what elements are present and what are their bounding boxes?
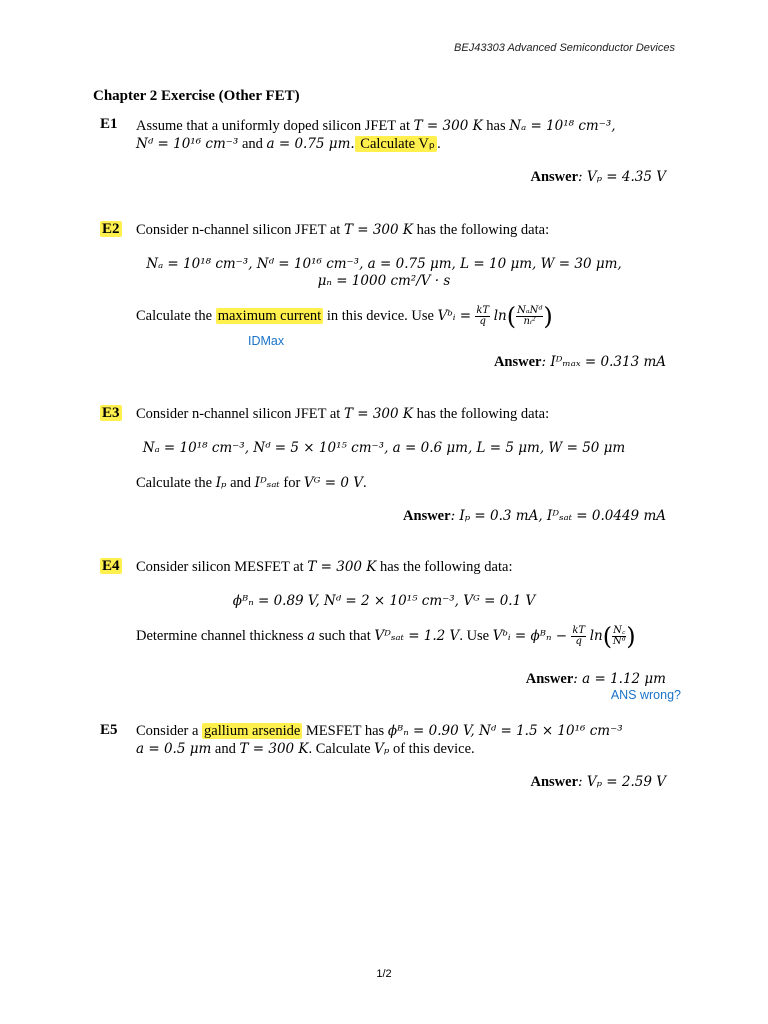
e4-calc-mid: such that <box>315 627 375 644</box>
e5-answer-value: : Vₚ = 2.59 V <box>578 774 666 790</box>
e4-frac-num: kT <box>572 625 586 636</box>
e2-paren-open: ( <box>506 302 517 331</box>
e4-calc-use: . Use <box>459 627 493 644</box>
e4-label-highlight: E4 <box>102 558 120 574</box>
e4-calc <box>136 622 636 651</box>
e4-answer <box>526 671 666 688</box>
e3-data-line1: Nₐ = 10¹⁸ cm⁻³, Nᵈ = 5 × 10¹⁵ cm⁻³, a = 0.6 μm, L = 5 μm, W = 50 μm <box>142 440 626 456</box>
e2-intro-math: T = 300 K <box>343 222 413 238</box>
e2-highlight: maximum current <box>217 307 322 324</box>
e4-answer-label: Answer <box>525 671 574 687</box>
exercise-e5-text <box>136 722 676 758</box>
e5-line2-temp: T = 300 K <box>239 741 309 757</box>
e5-math1: ϕᴮₙ = 0.90 V, Nᵈ = 1.5 × 10¹⁶ cm⁻³ <box>387 723 623 739</box>
e4-frac-kt-q <box>571 626 586 647</box>
exercise-e4-intro <box>136 558 512 576</box>
e1-highlight: Calculate Vₚ <box>356 136 436 152</box>
e1-text1: Assume that a uniformly doped silicon JFET at <box>136 118 414 134</box>
e4-inner-num: N꜀ <box>613 625 626 636</box>
page-number: 1/2 <box>376 968 392 980</box>
e4-calc-pre: Determine channel thickness <box>136 627 308 644</box>
e3-calc-and: and <box>226 475 255 491</box>
e4-vbi: Vᵇᵢ = ϕᴮₙ − <box>492 627 572 644</box>
e3-calc-end: . <box>362 475 367 491</box>
e4-calc-vdsat: Vᴰₛₐₜ = 1.2 V <box>374 627 460 644</box>
e2-calc <box>136 302 553 331</box>
e4-frac-inner <box>612 626 626 647</box>
e3-intro: Consider n-channel silicon JFET at <box>136 406 344 422</box>
e5-answer-label: Answer <box>530 774 579 790</box>
e1-math-na: Nₐ = 10¹⁸ cm⁻³, <box>509 118 616 134</box>
e4-note: ANS wrong? <box>610 688 681 702</box>
e1-text3: and <box>238 136 267 152</box>
e3-calc-idsat: Iᴰₛₐₜ <box>254 475 280 491</box>
e1-answer-value: : Vₚ = 4.35 V <box>578 169 666 185</box>
e2-frac-inner <box>516 306 543 327</box>
exercise-label-e1: E1 <box>100 116 118 132</box>
e1-math-nd: Nᵈ = 10¹⁶ cm⁻³ <box>136 136 239 152</box>
e5-highlight: gallium arsenide <box>204 723 301 739</box>
e3-calc-ip: Iₚ <box>215 475 227 491</box>
e3-label-highlight: E3 <box>102 405 120 421</box>
e2-inner-num: NₐNᵈ <box>517 305 543 316</box>
e3-intro-end: has the following data: <box>412 406 550 422</box>
e4-intro: Consider silicon MESFET at <box>136 559 308 575</box>
e2-note: IDMax <box>248 334 285 348</box>
e3-calc <box>136 474 367 492</box>
e4-paren-open: ( <box>602 622 613 651</box>
page-header: BEJ43303 Advanced Semiconductor Devices <box>454 42 675 54</box>
e5-line2-a: a = 0.5 μm <box>136 741 212 757</box>
e2-frac-den: q <box>479 316 486 327</box>
e2-data-line2: μₙ = 1000 cm²/V · s <box>317 273 451 289</box>
e3-answer <box>403 508 666 525</box>
e2-answer <box>494 354 666 371</box>
e2-frac-kt-q <box>475 306 490 327</box>
e2-frac-num: kT <box>476 305 490 316</box>
exercise-label-e2 <box>100 221 122 238</box>
e4-intro-math: T = 300 K <box>307 559 377 575</box>
e4-answer-value: : a = 1.12 μm <box>573 671 666 687</box>
e3-calc-vg: Vᴳ = 0 V <box>303 475 363 491</box>
e2-calc-pre: Calculate the <box>136 307 216 324</box>
e4-paren-close: ) <box>626 622 636 651</box>
e4-calc-a: a <box>307 627 316 644</box>
e2-answer-label: Answer <box>493 354 542 370</box>
e1-answer-label: Answer <box>530 169 579 185</box>
exercise-label-e3 <box>100 405 122 422</box>
e5-line2-vp: Vₚ <box>374 741 390 757</box>
e5-line2-and: and <box>211 741 240 757</box>
e1-text2: has <box>482 118 510 134</box>
e1-math-temp: T = 300 K <box>413 118 483 134</box>
e4-frac-den: q <box>575 636 582 647</box>
e2-intro-end: has the following data: <box>412 222 550 238</box>
e1-math-a: a = 0.75 μm. <box>266 136 355 152</box>
e2-label-highlight: E2 <box>102 221 120 237</box>
e2-ln: ln <box>493 307 507 324</box>
e3-calc-pre: Calculate the <box>136 475 216 491</box>
e3-intro-math: T = 300 K <box>343 406 413 422</box>
e2-vbi: Vᵇᵢ = <box>437 307 476 324</box>
e4-inner-den: Nᵈ <box>612 636 626 647</box>
e5-post: MESFET has <box>302 723 388 739</box>
e5-pre: Consider a <box>136 723 203 739</box>
e1-text4: . <box>437 136 441 152</box>
e3-calc-for: for <box>279 475 304 491</box>
e4-intro-end: has the following data: <box>376 559 513 575</box>
page-title: Chapter 2 Exercise (Other FET) <box>93 88 300 104</box>
e4-ln: ln <box>589 627 603 644</box>
e2-paren-close: ) <box>543 302 553 331</box>
e5-answer <box>530 774 666 791</box>
e2-intro: Consider n-channel silicon JFET at <box>136 222 344 238</box>
e3-answer-value: : Iₚ = 0.3 mA, Iᴰₛₐₜ = 0.0449 mA <box>450 508 666 524</box>
exercise-label-e5: E5 <box>100 722 118 738</box>
exercise-e1-text <box>136 117 676 153</box>
e3-answer-label: Answer <box>403 508 451 524</box>
e5-line2-end: of this device. <box>389 741 475 757</box>
e2-inner-den: nᵢ² <box>523 316 536 327</box>
e4-data-line1: ϕᴮₙ = 0.89 V, Nᵈ = 2 × 10¹⁵ cm⁻³, Vᴳ = 0.1 V <box>232 593 536 609</box>
e2-answer-value: : Iᴰₘₐₓ = 0.313 mA <box>541 354 666 370</box>
e2-data-line1: Nₐ = 10¹⁸ cm⁻³, Nᵈ = 10¹⁶ cm⁻³, a = 0.75 μm, L = 10 μm, W = 30 μm, <box>146 256 622 272</box>
exercise-label-e4 <box>100 558 122 575</box>
e1-answer <box>530 169 666 186</box>
exercise-e2-intro <box>136 221 549 239</box>
e5-line2-calc: . Calculate <box>308 741 375 757</box>
exercise-e3-intro <box>136 405 549 423</box>
e2-calc-post: in this device. Use <box>323 307 438 324</box>
